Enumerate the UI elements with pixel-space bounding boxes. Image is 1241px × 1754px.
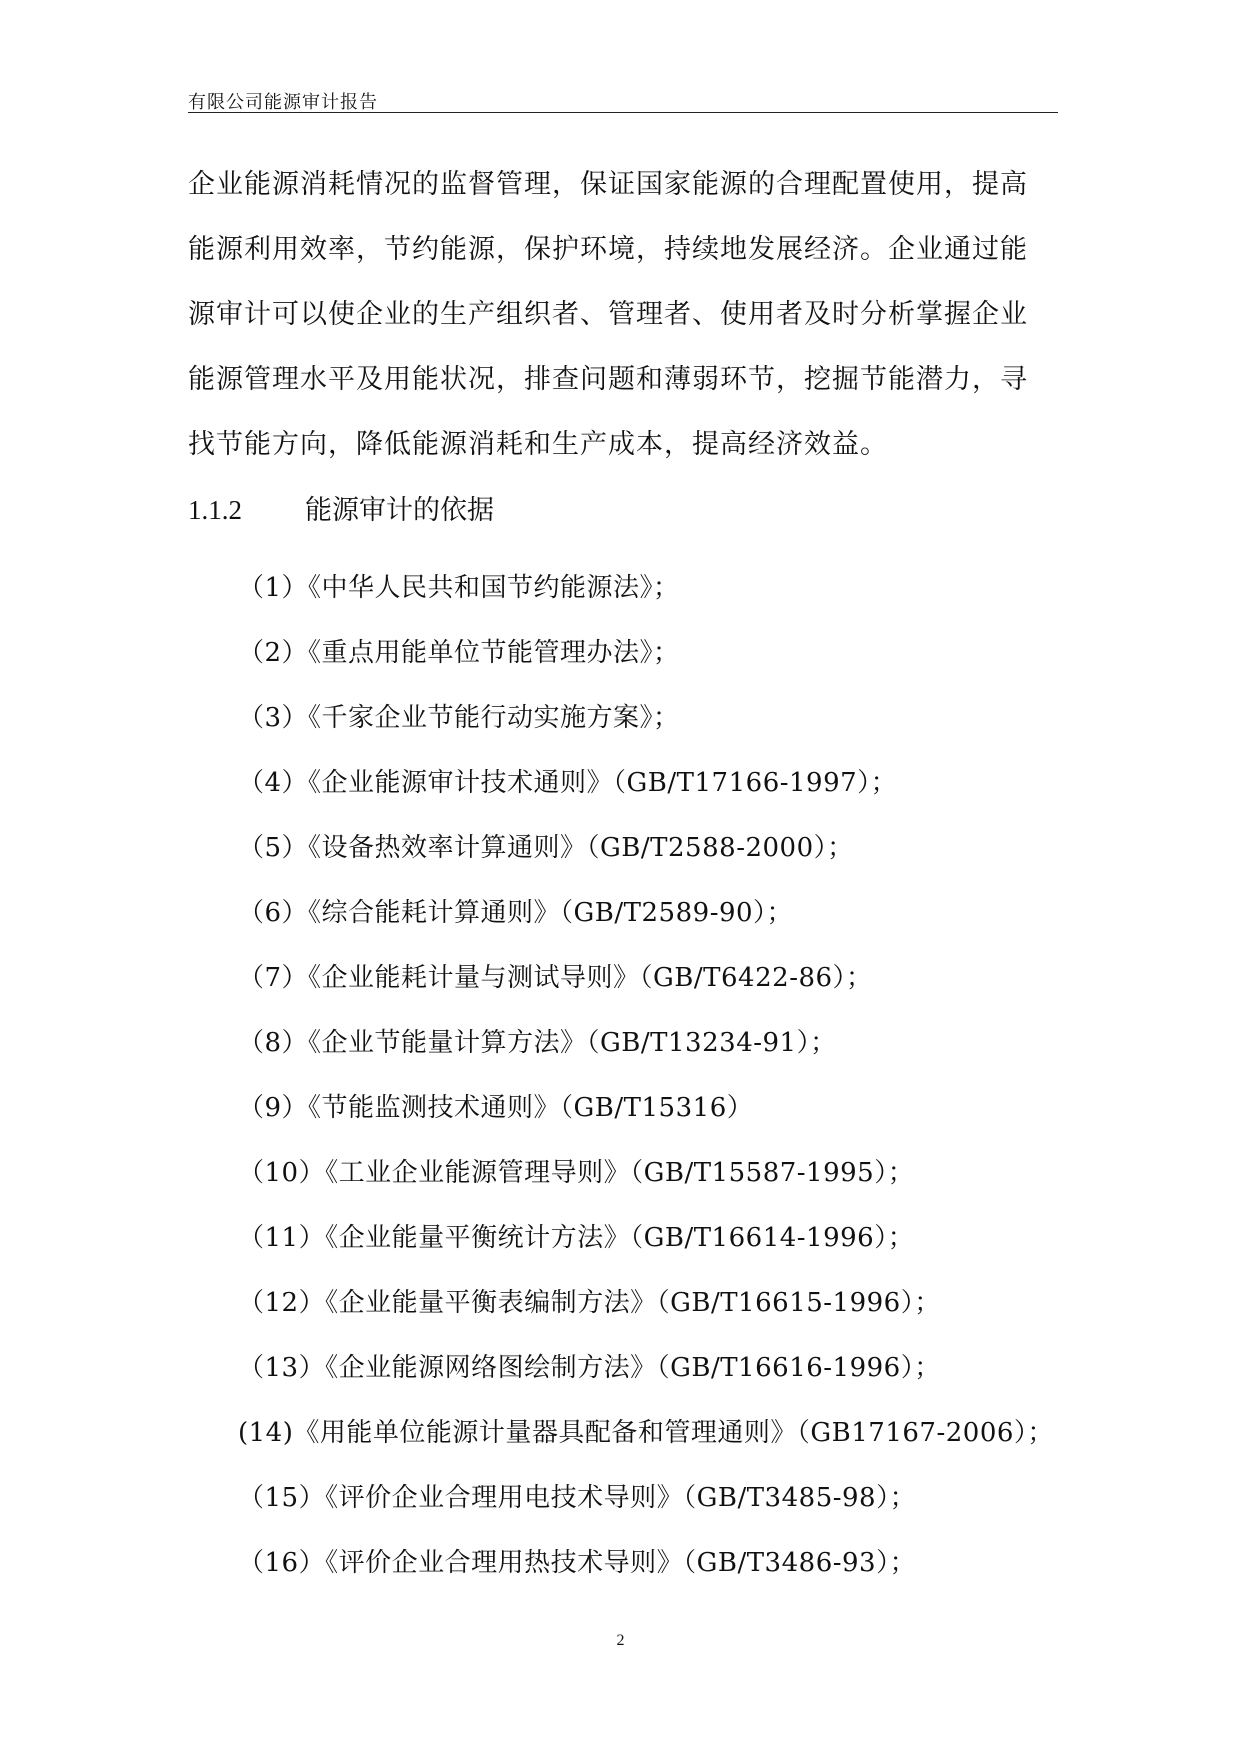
body-paragraph	[188, 152, 1063, 477]
list-item: （7）《企业能耗计量与测试导则》（GB/T6422-86）；	[238, 963, 873, 993]
list-item: （3）《千家企业节能行动实施方案》；	[238, 703, 680, 733]
list-item: （10）《工业企业能源管理导则》（GB/T15587-1995）；	[238, 1158, 915, 1188]
list-item: （16）《评价企业合理用热技术导则》（GB/T3486-93）；	[238, 1548, 917, 1578]
paragraph-line: 源审计可以使企业的生产组织者、管理者、使用者及时分析掌握企业	[188, 299, 1028, 330]
header-title: 有限公司能源审计报告	[188, 92, 378, 113]
list-item: （15）《评价企业合理用电技术导则》（GB/T3485-98）；	[238, 1483, 917, 1513]
list-item: （2）《重点用能单位节能管理办法》；	[238, 638, 680, 668]
list-item: （8）《企业节能量计算方法》（GB/T13234-91）；	[238, 1028, 837, 1058]
list-item: （13）《企业能源网络图绘制方法》（GB/T16616-1996）；	[238, 1353, 941, 1383]
section-title: 能源审计的依据	[305, 495, 494, 526]
list-item: （12）《企业能量平衡表编制方法》（GB/T16615-1996）；	[238, 1288, 941, 1318]
reference-list	[238, 570, 1054, 1610]
list-item: （9）《节能监测技术通则》（GB/T15316）	[238, 1093, 754, 1123]
paragraph-line: 能源管理水平及用能状况，排查问题和薄弱环节，挖掘节能潜力，寻	[188, 364, 1028, 395]
section-heading	[188, 492, 494, 529]
paragraph-line: 找节能方向，降低能源消耗和生产成本，提高经济效益。	[188, 429, 888, 460]
list-item: （11）《企业能量平衡统计方法》（GB/T16614-1996）；	[238, 1223, 915, 1253]
list-item: （6）《综合能耗计算通则》（GB/T2589-90）；	[238, 898, 794, 928]
paragraph-line: 企业能源消耗情况的监督管理，保证国家能源的合理配置使用，提高	[188, 169, 1028, 200]
section-number: 1.1.2	[188, 495, 242, 525]
list-item: （4）《企业能源审计技术通则》（GB/T17166-1997）；	[238, 768, 898, 798]
page-number: 2	[616, 1632, 625, 1649]
paragraph-line: 能源利用效率，节约能源，保护环境，持续地发展经济。企业通过能	[188, 234, 1028, 265]
list-item: （1）《中华人民共和国节约能源法》；	[238, 573, 680, 603]
list-item: （5）《设备热效率计算通则》（GB/T2588-2000）；	[238, 833, 854, 863]
list-item: (14)《用能单位能源计量器具配备和管理通则》（GB17167-2006）；	[238, 1418, 1054, 1448]
page-header	[188, 84, 1058, 113]
